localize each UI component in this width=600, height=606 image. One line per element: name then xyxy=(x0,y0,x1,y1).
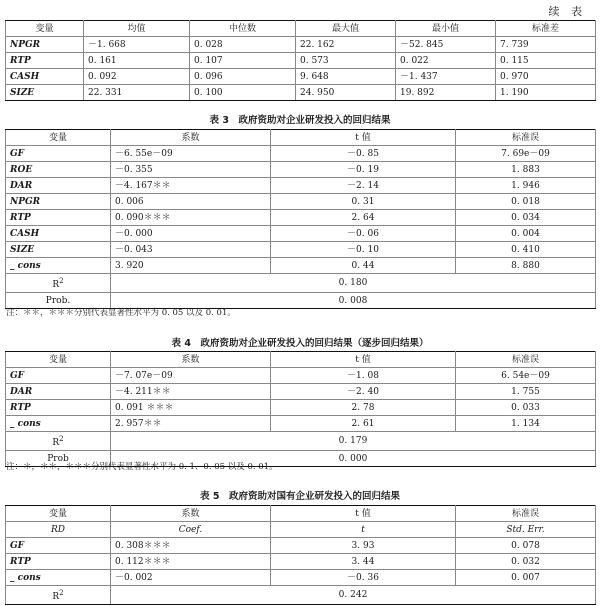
r-squared-value: 0. 242 xyxy=(111,586,596,605)
value-cell: 1. 190 xyxy=(496,85,596,101)
prob-value: 0. 000 xyxy=(111,451,596,467)
header-cell: 标准误 xyxy=(456,506,596,522)
value-cell: －1. 668 xyxy=(84,37,190,53)
coef-cell: －0. 000 xyxy=(111,226,271,242)
header-cell: 变量 xyxy=(6,352,111,368)
variable-cell: _ cons xyxy=(6,258,111,274)
subheader-cell: Coef. xyxy=(111,522,271,538)
value-cell: 22. 331 xyxy=(84,85,190,101)
t-value-cell: 0. 44 xyxy=(271,258,456,274)
std-err-cell: 0. 078 xyxy=(456,538,596,554)
variable-cell: GF xyxy=(6,146,111,162)
value-cell: 0. 022 xyxy=(396,53,496,69)
header-cell: 系数 xyxy=(111,506,271,522)
table-header-row xyxy=(6,352,596,368)
variable-cell: CASH xyxy=(6,226,111,242)
table4 xyxy=(5,351,596,467)
std-err-cell: 7. 69e－09 xyxy=(456,146,596,162)
header-cell: 标准差 xyxy=(496,21,596,37)
t-value-cell: 3. 44 xyxy=(271,554,456,570)
coef-cell: 0. 112＊＊＊ xyxy=(111,554,271,570)
r-squared-row xyxy=(6,274,596,293)
std-err-cell: 1. 134 xyxy=(456,416,596,432)
table-row xyxy=(6,570,596,586)
t-value-cell: －1. 08 xyxy=(271,368,456,384)
r-squared-label: $R^2$ xyxy=(6,274,111,293)
header-cell: 变量 xyxy=(6,506,111,522)
t-value-cell: －2. 40 xyxy=(271,384,456,400)
value-cell: 24. 950 xyxy=(296,85,396,101)
t-value-cell: 3. 93 xyxy=(271,538,456,554)
table3 xyxy=(5,129,596,309)
t-value-cell: 2. 78 xyxy=(271,400,456,416)
t-value-cell: －0. 10 xyxy=(271,242,456,258)
table-row xyxy=(6,554,596,570)
table-row xyxy=(6,162,596,178)
header-cell: 中位数 xyxy=(190,21,296,37)
coef-cell: －7. 07e－09 xyxy=(111,368,271,384)
variable-cell: RTP xyxy=(6,554,111,570)
coef-cell: 3. 920 xyxy=(111,258,271,274)
table5 xyxy=(5,505,596,605)
table-row xyxy=(6,210,596,226)
coef-cell: －0. 002 xyxy=(111,570,271,586)
std-err-cell: 0. 032 xyxy=(456,554,596,570)
value-cell: 0. 096 xyxy=(190,69,296,85)
header-cell: 变量 xyxy=(6,130,111,146)
r-squared-label: $R^2$ xyxy=(6,432,111,451)
variable-cell: RTP xyxy=(6,210,111,226)
variable-cell: ROE xyxy=(6,162,111,178)
coef-cell: －6. 55e－09 xyxy=(111,146,271,162)
value-cell: 22. 162 xyxy=(296,37,396,53)
table4-title: 表 4 政府资助对企业研发投入的回归结果（逐步回归结果） xyxy=(171,338,429,349)
coef-cell: －0. 355 xyxy=(111,162,271,178)
header-cell: t 值 xyxy=(271,352,456,368)
table-row xyxy=(6,258,596,274)
t-value-cell: 0. 31 xyxy=(271,194,456,210)
value-cell: －1. 437 xyxy=(396,69,496,85)
table-row xyxy=(6,242,596,258)
variable-cell: GF xyxy=(6,368,111,384)
header-cell: 标准误 xyxy=(456,352,596,368)
table-row xyxy=(6,538,596,554)
value-cell: 0. 092 xyxy=(84,69,190,85)
subheader-cell: t xyxy=(271,522,456,538)
table5-title: 表 5 政府资助对国有企业研发投入的回归结果 xyxy=(200,491,400,502)
std-err-cell: 0. 004 xyxy=(456,226,596,242)
table-row xyxy=(6,194,596,210)
value-cell: 0. 028 xyxy=(190,37,296,53)
variable-cell: SIZE xyxy=(6,85,84,101)
value-cell: 0. 115 xyxy=(496,53,596,69)
table-row xyxy=(6,416,596,432)
table-header-row xyxy=(6,506,596,522)
value-cell: 0. 573 xyxy=(296,53,396,69)
header-cell: 系数 xyxy=(111,130,271,146)
table-row xyxy=(6,384,596,400)
table-row xyxy=(6,37,596,53)
t-value-cell: －0. 19 xyxy=(271,162,456,178)
value-cell: 0. 970 xyxy=(496,69,596,85)
r-squared-value: 0. 179 xyxy=(111,432,596,451)
table4-note: 注：＊，＊＊，＊＊＊分别代表显著性水平为 0. 1、0. 05 以及 0. 01。 xyxy=(6,462,278,472)
table-row xyxy=(6,146,596,162)
subheader-cell: Std. Err. xyxy=(456,522,596,538)
continued-label: 续 表 xyxy=(548,5,586,18)
std-err-cell: 0. 018 xyxy=(456,194,596,210)
variable-cell: RTP xyxy=(6,53,84,69)
std-err-cell: 0. 410 xyxy=(456,242,596,258)
std-err-cell: 1. 883 xyxy=(456,162,596,178)
std-err-cell: 0. 034 xyxy=(456,210,596,226)
variable-cell: RTP xyxy=(6,400,111,416)
std-err-cell: 1. 946 xyxy=(456,178,596,194)
table-row xyxy=(6,368,596,384)
header-cell: t 值 xyxy=(271,506,456,522)
subheader-cell: RD xyxy=(6,522,111,538)
coef-cell: 0. 006 xyxy=(111,194,271,210)
table-row xyxy=(6,226,596,242)
coef-cell: 2. 957＊＊ xyxy=(111,416,271,432)
variable-cell: _ cons xyxy=(6,416,111,432)
t-value-cell: －0. 85 xyxy=(271,146,456,162)
t-value-cell: 2. 64 xyxy=(271,210,456,226)
r-squared-value: 0. 180 xyxy=(111,274,596,293)
std-err-cell: 0. 033 xyxy=(456,400,596,416)
variable-cell: DAR xyxy=(6,384,111,400)
coef-cell: 0. 091 ＊＊＊ xyxy=(111,400,271,416)
table-row xyxy=(6,69,596,85)
value-cell: 9. 648 xyxy=(296,69,396,85)
r-squared-label: $R^2$ xyxy=(6,586,111,605)
value-cell: 0. 161 xyxy=(84,53,190,69)
value-cell: 19. 892 xyxy=(396,85,496,101)
variable-cell: SIZE xyxy=(6,242,111,258)
prob-value: 0. 008 xyxy=(111,293,596,309)
t-value-cell: 2. 61 xyxy=(271,416,456,432)
coef-cell: －4. 167＊＊ xyxy=(111,178,271,194)
variable-cell: _ cons xyxy=(6,570,111,586)
prob-label: Prob. xyxy=(6,293,111,309)
coef-cell: －0. 043 xyxy=(111,242,271,258)
std-err-cell: 8. 880 xyxy=(456,258,596,274)
value-cell: 0. 100 xyxy=(190,85,296,101)
t-value-cell: －0. 36 xyxy=(271,570,456,586)
prob-label: Prob xyxy=(6,451,111,467)
value-cell: －52. 845 xyxy=(396,37,496,53)
coef-cell: 0. 308＊＊＊ xyxy=(111,538,271,554)
std-err-cell: 6. 54e－09 xyxy=(456,368,596,384)
variable-cell: CASH xyxy=(6,69,84,85)
variable-cell: GF xyxy=(6,538,111,554)
descriptive-stats-table xyxy=(5,20,596,101)
header-cell: 最大值 xyxy=(296,21,396,37)
value-cell: 0. 107 xyxy=(190,53,296,69)
table-header-row xyxy=(6,130,596,146)
header-cell: 标准误 xyxy=(456,130,596,146)
table-row xyxy=(6,85,596,101)
variable-cell: NPGR xyxy=(6,194,111,210)
variable-cell: NPGR xyxy=(6,37,84,53)
table-row xyxy=(6,400,596,416)
header-cell: 均值 xyxy=(84,21,190,37)
t-value-cell: －0. 06 xyxy=(271,226,456,242)
header-cell: 最小值 xyxy=(396,21,496,37)
std-err-cell: 0. 007 xyxy=(456,570,596,586)
table3-note: 注：＊＊，＊＊＊分别代表显著性水平为 0. 05 以及 0. 01。 xyxy=(6,308,236,318)
value-cell: 7. 739 xyxy=(496,37,596,53)
variable-cell: DAR xyxy=(6,178,111,194)
coef-cell: －4. 211＊＊ xyxy=(111,384,271,400)
header-cell: t 值 xyxy=(271,130,456,146)
table-row xyxy=(6,53,596,69)
r-squared-row xyxy=(6,586,596,605)
r-squared-row xyxy=(6,432,596,451)
std-err-cell: 1. 755 xyxy=(456,384,596,400)
coef-cell: 0. 090＊＊＊ xyxy=(111,210,271,226)
t-value-cell: －2. 14 xyxy=(271,178,456,194)
table-subheader-row xyxy=(6,522,596,538)
table3-title: 表 3 政府资助对企业研发投入的回归结果 xyxy=(209,115,391,126)
header-cell: 系数 xyxy=(111,352,271,368)
header-cell: 变量 xyxy=(6,21,84,37)
table-row xyxy=(6,178,596,194)
table-header-row xyxy=(6,21,596,37)
